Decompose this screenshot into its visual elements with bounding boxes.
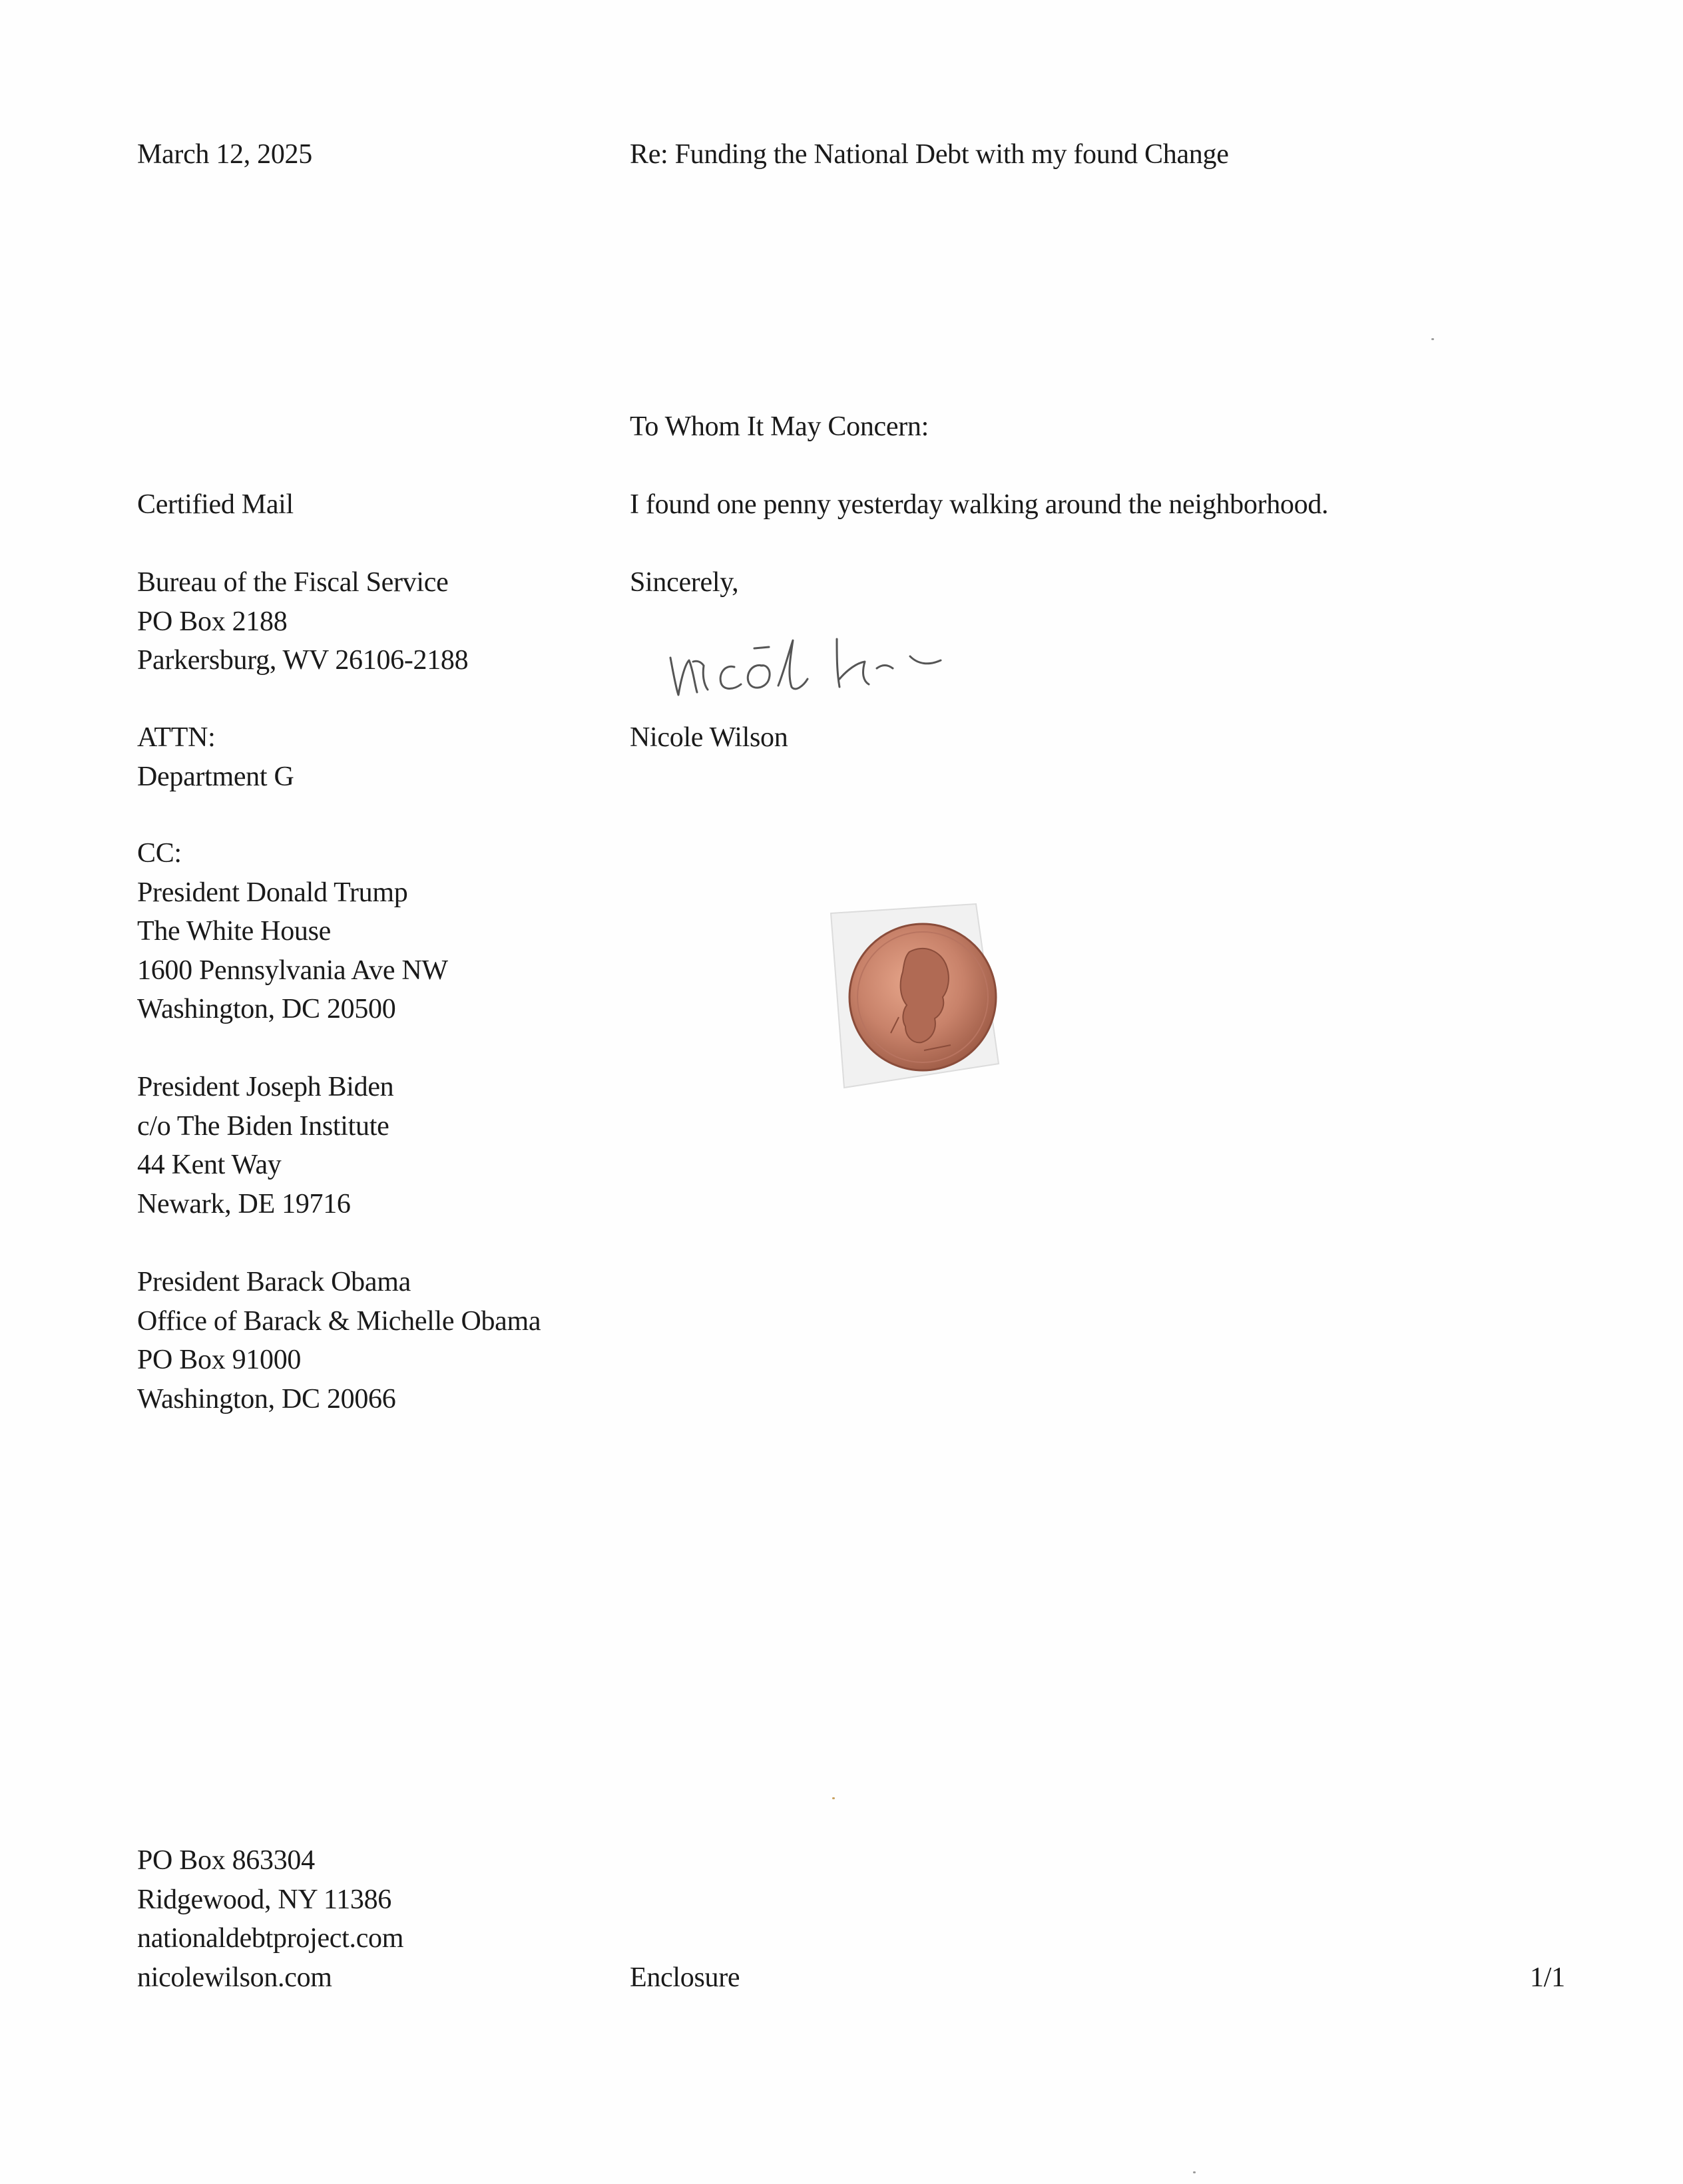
- letter-date: March 12, 2025: [137, 139, 312, 170]
- scan-speck: [1193, 2171, 1196, 2173]
- cc-line: PO Box 91000: [137, 1345, 302, 1375]
- cc-label: CC:: [137, 838, 182, 869]
- attn-block: [137, 718, 294, 796]
- recipient-address: [137, 563, 468, 680]
- cc-line: The White House: [137, 916, 331, 947]
- recipient-line: Parkersburg, WV 26106-2188: [137, 645, 469, 676]
- recipient-line: PO Box 2188: [137, 606, 288, 637]
- cc-line: 44 Kent Way: [137, 1150, 282, 1180]
- sender-line: PO Box 863304: [137, 1845, 315, 1876]
- cc-line: Office of Barack & Michelle Obama: [137, 1305, 541, 1337]
- enclosure-label: Enclosure: [630, 1962, 740, 1993]
- cc-line: President Donald Trump: [137, 877, 408, 908]
- mail-type: Certified Mail: [137, 489, 294, 520]
- cc-line: Washington, DC 20066: [137, 1383, 396, 1415]
- cc-recipient-biden: [137, 1068, 393, 1223]
- closing: Sincerely,: [630, 567, 739, 598]
- cc-block: [137, 834, 448, 1029]
- recipient-line: Bureau of the Fiscal Service: [137, 567, 449, 598]
- scan-speck: [1431, 338, 1434, 340]
- sender-line: nicolewilson.com: [137, 1962, 332, 1993]
- salutation: To Whom It May Concern:: [630, 411, 929, 442]
- cc-line: Newark, DE 19716: [137, 1188, 351, 1219]
- penny-coin: [824, 897, 1024, 1097]
- sender-address: [137, 1841, 403, 1997]
- attn-department: Department G: [137, 761, 294, 792]
- sender-line: nationaldebtproject.com: [137, 1923, 404, 1954]
- cc-line: c/o The Biden Institute: [137, 1110, 389, 1142]
- cc-recipient-obama: [137, 1263, 541, 1419]
- cc-line: President Barack Obama: [137, 1267, 411, 1297]
- letter-subject: Re: Funding the National Debt with my found Change: [630, 139, 1229, 170]
- scan-speck: [832, 1797, 835, 1799]
- signer-name: Nicole Wilson: [630, 722, 788, 753]
- letter-body: I found one penny yesterday walking around the neighborhood.: [630, 489, 1329, 520]
- page-number: 1/1: [1530, 1962, 1565, 1993]
- attn-label: ATTN:: [137, 722, 216, 753]
- cc-line: President Joseph Biden: [137, 1072, 394, 1102]
- sender-line: Ridgewood, NY 11386: [137, 1884, 392, 1915]
- cc-line: Washington, DC 20500: [137, 994, 396, 1024]
- cc-line: 1600 Pennsylvania Ave NW: [137, 955, 448, 986]
- handwritten-signature: [662, 626, 982, 712]
